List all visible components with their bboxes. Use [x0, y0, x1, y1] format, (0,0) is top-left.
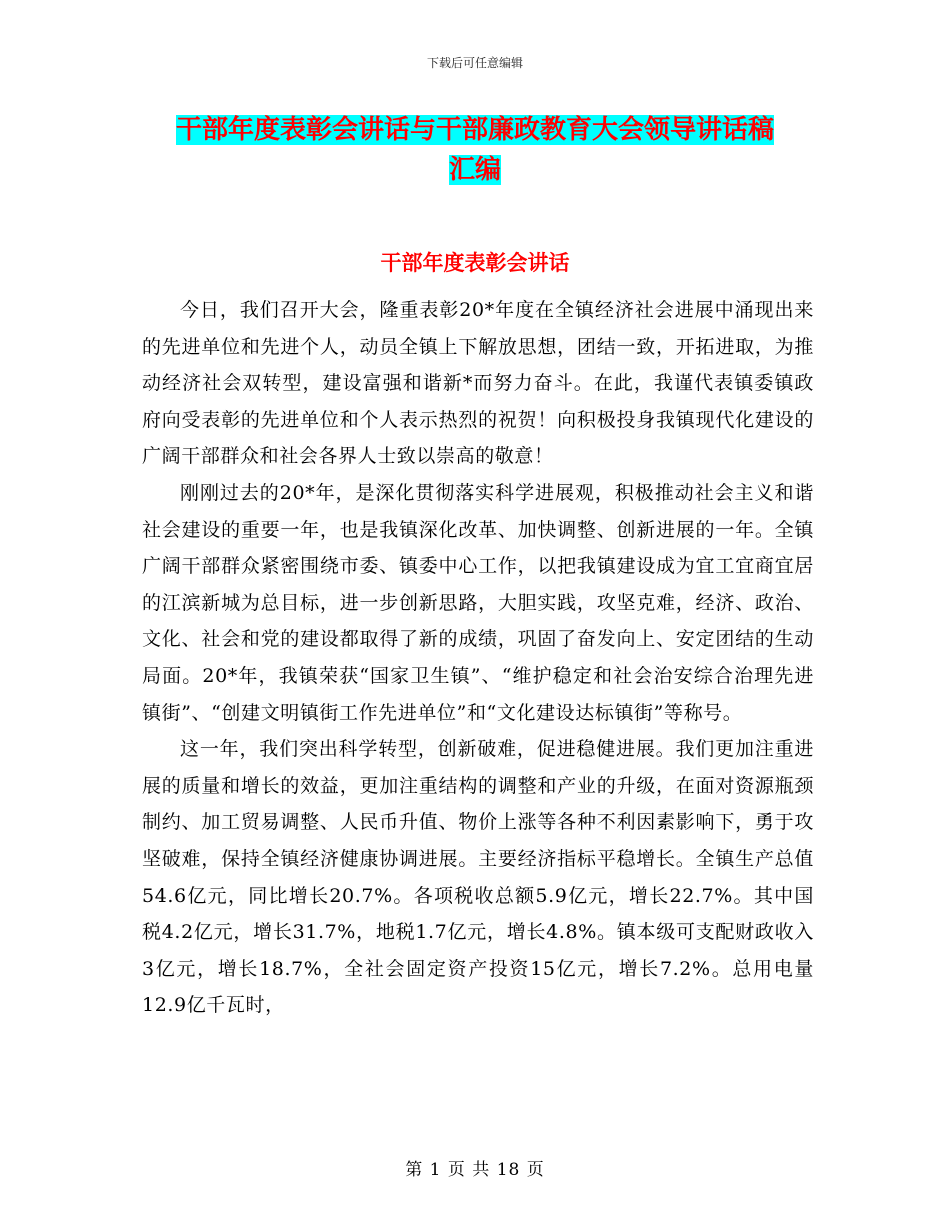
body-paragraph: 这一年，我们突出科学转型，创新破难，促进稳健进展。我们更加注重进展的质量和增长的效益，更加注重结构的调整和产业的升级，在面对资源瓶颈制约、加工贸易调整、人民币升值、物价上涨等各种不利因素影响下，勇于攻坚破难，保持全镇经济健康协调进展。主要经济指标平稳增长。全镇生产总值54.6亿元，同比增长20.7%。各项税收总额5.9亿元，增长22.7%。其中国税4.2亿元，增长31.7%，地税1.7亿元，增长4.8%。镇本级可支配财政收入3亿元，增长18.7%，全社会固定资产投资15亿元，增长7.2%。总用电量12.9亿千瓦时， [142, 738, 814, 1017]
page-number-footer: 第 1 页 共 18 页 [405, 1160, 545, 1180]
page-header-note: 下载后可任意编辑 [426, 56, 523, 70]
body-paragraph: 刚刚过去的20*年，是深化贯彻落实科学进展观，积极推动社会主义和谐社会建设的重要一年，也是我镇深化改革、加快调整、创新进展的一年。全镇广阔干部群众紧密围绕市委、镇委中心工作，以把我镇建设成为宜工宜商宜居的江滨新城为总目标，进一步创新思路，大胆实践，攻坚克难，经济、政治、文化、社会和党的建设都取得了新的成绩，巩固了奋发向上、安定团结的生动局面。20*年，我镇荣获“国家卫生镇”、“维护稳定和社会治安综合治理先进镇街”、“创建文明镇街工作先进单位”和“文化建设达标镇街”等称号。 [142, 481, 814, 724]
body-paragraph: 今日，我们召开大会，隆重表彰20*年度在全镇经济社会进展中涌现出来的先进单位和先进个人，动员全镇上下解放思想，团结一致，开拓进取，为推动经济社会双转型，建设富强和谐新*而努力奋斗。在此，我谨代表镇委镇政府向受表彰的先进单位和个人表示热烈的祝贺！向积极投身我镇现代化建设的广阔干部群众和社会各界人士致以崇高的敬意！ [142, 299, 814, 468]
document-title [150, 110, 800, 190]
section-heading: 干部年度表彰会讲话 [380, 251, 570, 275]
document-title-line-2: 汇编 [448, 155, 501, 185]
document-body [142, 292, 814, 1024]
document-title-line-1: 干部年度表彰会讲话与干部廉政教育大会领导讲话稿 [175, 115, 774, 145]
